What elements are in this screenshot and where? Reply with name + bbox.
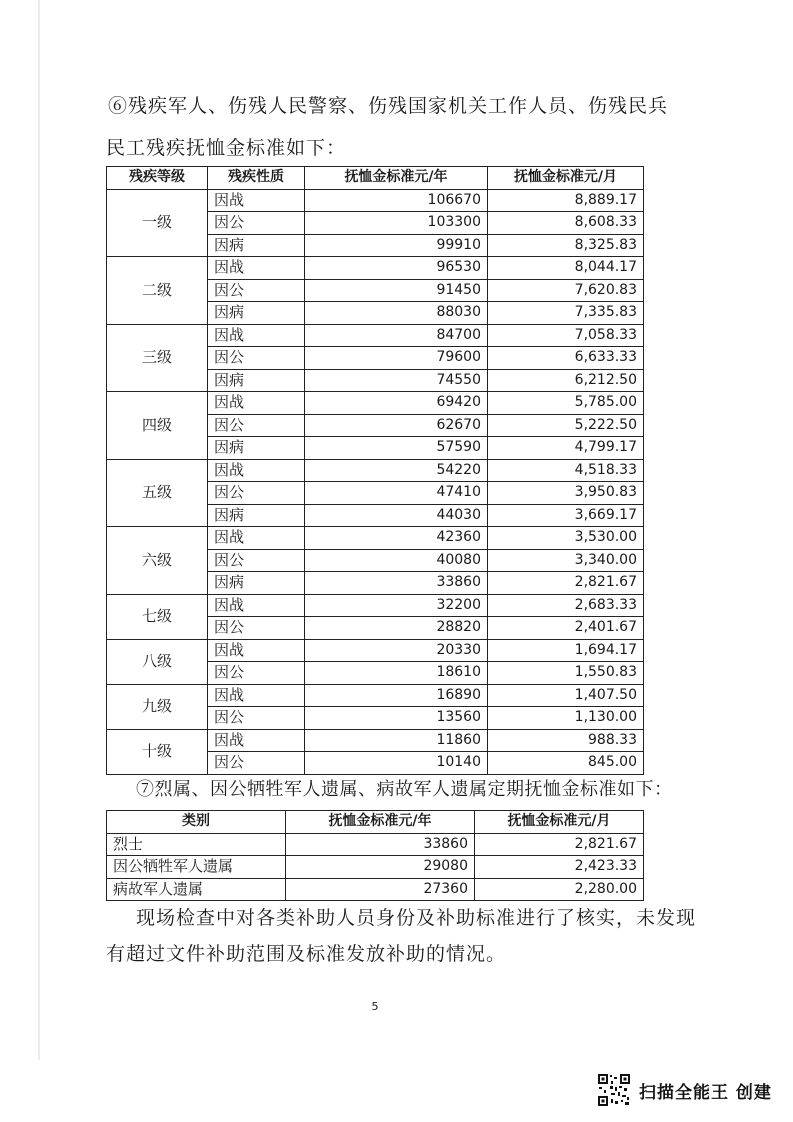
monthly-amount-cell: 8,044.17 [488,257,644,280]
kind-cell: 因公 [208,549,305,572]
header-kind: 残疾性质 [208,167,305,190]
monthly-amount-cell: 2,821.67 [475,833,644,856]
header-grade: 残疾等级 [107,167,208,190]
yearly-amount-cell: 20330 [305,639,488,662]
kind-cell: 因公 [208,414,305,437]
kind-cell: 因公 [208,617,305,640]
table-row [107,324,644,347]
category-cell: 烈士 [107,833,286,856]
monthly-amount-cell: 3,950.83 [488,482,644,505]
grade-cell: 一级 [107,189,208,257]
monthly-amount-cell: 1,130.00 [488,707,644,730]
yearly-amount-cell: 44030 [305,504,488,527]
yearly-amount-cell: 103300 [305,212,488,235]
grade-cell: 五级 [107,459,208,527]
kind-cell: 因病 [208,234,305,257]
paragraph-6-line-1: ⑥残疾军人、伤残人民警察、伤残国家机关工作人员、伤残民兵 [108,95,669,117]
grade-cell: 三级 [107,324,208,392]
category-cell: 病故军人遗属 [107,878,286,901]
yearly-amount-cell: 88030 [305,302,488,325]
table-row [107,392,644,415]
table-row [107,729,644,752]
monthly-amount-cell: 6,212.50 [488,369,644,392]
monthly-amount-cell: 8,608.33 [488,212,644,235]
disability-pension-table-body [107,189,644,774]
yearly-amount-cell: 62670 [305,414,488,437]
conclusion-line-2: 有超过文件补助范围及标准发放补助的情况。 [106,943,507,965]
kind-cell: 因战 [208,324,305,347]
kind-cell: 因公 [208,279,305,302]
yearly-amount-cell: 10140 [305,752,488,775]
table-row [107,459,644,482]
kind-cell: 因公 [208,662,305,685]
yearly-amount-cell: 96530 [305,257,488,280]
header-category: 类别 [107,811,286,834]
table-header-row [107,167,644,190]
table-header-row [107,811,644,834]
monthly-amount-cell: 1,550.83 [488,662,644,685]
monthly-amount-cell: 2,423.33 [475,856,644,879]
monthly-amount-cell: 7,620.83 [488,279,644,302]
kind-cell: 因战 [208,729,305,752]
header-yearly: 抚恤金标准元/年 [286,811,475,834]
kind-cell: 因公 [208,212,305,235]
yearly-amount-cell: 47410 [305,482,488,505]
table-row [107,527,644,550]
yearly-amount-cell: 33860 [286,833,475,856]
monthly-amount-cell: 3,669.17 [488,504,644,527]
yearly-amount-cell: 13560 [305,707,488,730]
qr-code-icon [597,1073,631,1107]
table-row [107,878,644,901]
kind-cell: 因公 [208,347,305,370]
monthly-amount-cell: 1,407.50 [488,684,644,707]
header-yearly: 抚恤金标准元/年 [305,167,488,190]
yearly-amount-cell: 74550 [305,369,488,392]
yearly-amount-cell: 16890 [305,684,488,707]
monthly-amount-cell: 845.00 [488,752,644,775]
kind-cell: 因病 [208,572,305,595]
monthly-amount-cell: 7,058.33 [488,324,644,347]
yearly-amount-cell: 54220 [305,459,488,482]
table-row [107,684,644,707]
monthly-amount-cell: 2,280.00 [475,878,644,901]
yearly-amount-cell: 69420 [305,392,488,415]
table-row [107,189,644,212]
grade-cell: 十级 [107,729,208,774]
yearly-amount-cell: 18610 [305,662,488,685]
monthly-amount-cell: 988.33 [488,729,644,752]
yearly-amount-cell: 91450 [305,279,488,302]
disability-pension-table [106,166,644,775]
kind-cell: 因病 [208,437,305,460]
header-monthly: 抚恤金标准元/月 [475,811,644,834]
monthly-amount-cell: 4,518.33 [488,459,644,482]
kind-cell: 因战 [208,684,305,707]
kind-cell: 因战 [208,189,305,212]
monthly-amount-cell: 1,694.17 [488,639,644,662]
kind-cell: 因战 [208,392,305,415]
survivor-pension-table [106,810,644,901]
monthly-amount-cell: 2,683.33 [488,594,644,617]
kind-cell: 因战 [208,594,305,617]
yearly-amount-cell: 79600 [305,347,488,370]
grade-cell: 四级 [107,392,208,460]
survivor-pension-table-body [107,833,644,901]
yearly-amount-cell: 40080 [305,549,488,572]
page-number: 5 [371,1000,379,1013]
page-edge-shadow [38,0,40,1060]
grade-cell: 六级 [107,527,208,595]
scanner-watermark-text: 扫描全能王 创建 [639,1082,772,1103]
yearly-amount-cell: 84700 [305,324,488,347]
header-monthly: 抚恤金标准元/月 [488,167,644,190]
table-row [107,594,644,617]
kind-cell: 因公 [208,482,305,505]
yearly-amount-cell: 27360 [286,878,475,901]
monthly-amount-cell: 8,889.17 [488,189,644,212]
scanner-watermark [597,1072,772,1108]
grade-cell: 八级 [107,639,208,684]
kind-cell: 因公 [208,707,305,730]
kind-cell: 因病 [208,369,305,392]
monthly-amount-cell: 2,401.67 [488,617,644,640]
kind-cell: 因公 [208,752,305,775]
monthly-amount-cell: 5,785.00 [488,392,644,415]
yearly-amount-cell: 57590 [305,437,488,460]
monthly-amount-cell: 3,340.00 [488,549,644,572]
grade-cell: 九级 [107,684,208,729]
yearly-amount-cell: 29080 [286,856,475,879]
yearly-amount-cell: 32200 [305,594,488,617]
conclusion-line-1: 现场检查中对各类补助人员身份及补助标准进行了核实，未发现 [136,907,697,929]
table-row [107,639,644,662]
kind-cell: 因战 [208,527,305,550]
kind-cell: 因战 [208,459,305,482]
monthly-amount-cell: 3,530.00 [488,527,644,550]
kind-cell: 因战 [208,639,305,662]
monthly-amount-cell: 2,821.67 [488,572,644,595]
monthly-amount-cell: 8,325.83 [488,234,644,257]
monthly-amount-cell: 5,222.50 [488,414,644,437]
kind-cell: 因病 [208,302,305,325]
yearly-amount-cell: 106670 [305,189,488,212]
grade-cell: 二级 [107,257,208,325]
table-row [107,833,644,856]
yearly-amount-cell: 33860 [305,572,488,595]
table-row [107,856,644,879]
yearly-amount-cell: 99910 [305,234,488,257]
yearly-amount-cell: 42360 [305,527,488,550]
monthly-amount-cell: 7,335.83 [488,302,644,325]
paragraph-7: ⑦烈属、因公牺牲军人遗属、病故军人遗属定期抚恤金标准如下： [136,779,673,800]
category-cell: 因公牺牲军人遗属 [107,856,286,879]
kind-cell: 因战 [208,257,305,280]
yearly-amount-cell: 28820 [305,617,488,640]
grade-cell: 七级 [107,594,208,639]
table-row [107,257,644,280]
monthly-amount-cell: 6,633.33 [488,347,644,370]
paragraph-6-line-2: 民工残疾抚恤金标准如下： [106,137,347,159]
yearly-amount-cell: 11860 [305,729,488,752]
kind-cell: 因病 [208,504,305,527]
monthly-amount-cell: 4,799.17 [488,437,644,460]
